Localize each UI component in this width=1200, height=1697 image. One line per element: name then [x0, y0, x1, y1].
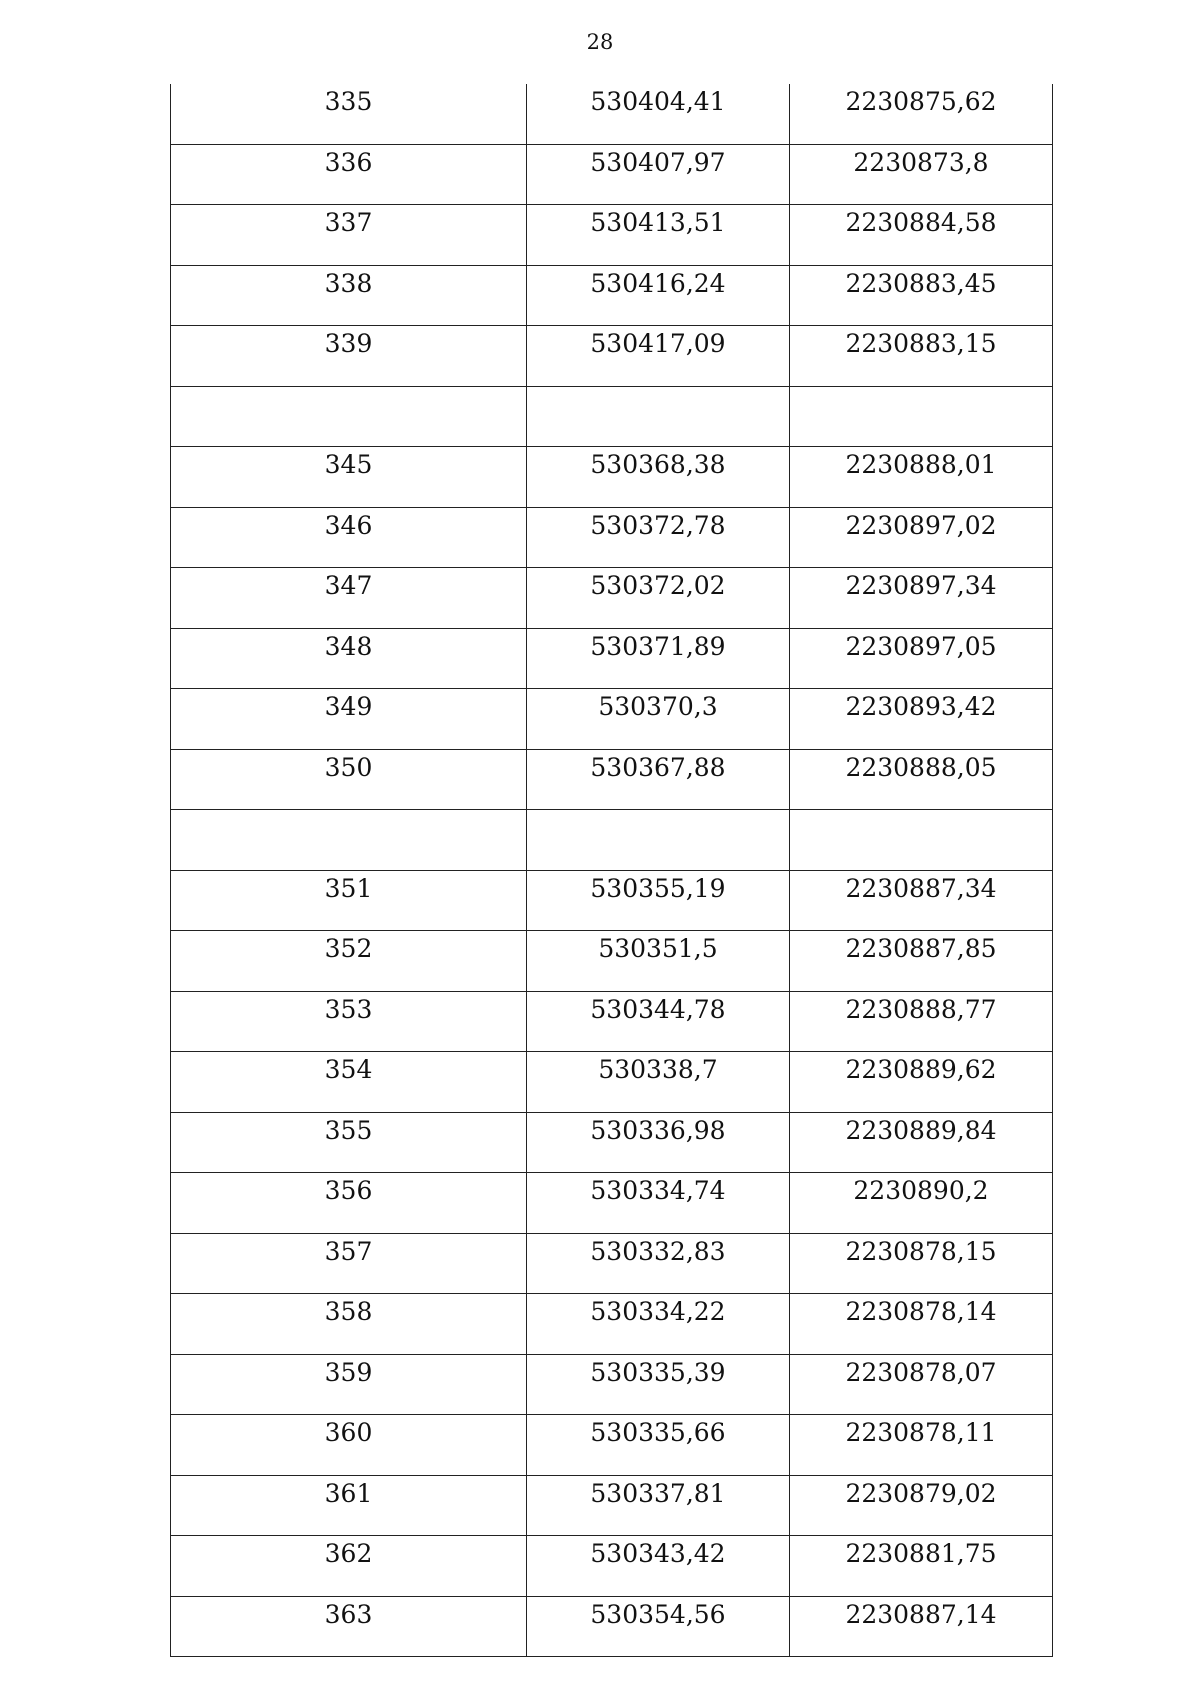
table-row [171, 265, 1053, 326]
y-coordinate-cell: 2230887,85 [790, 931, 1053, 992]
x-coordinate-cell: 530416,24 [527, 265, 790, 326]
x-coordinate-cell: 530368,38 [527, 447, 790, 508]
point-number-cell: 358 [171, 1294, 527, 1355]
y-coordinate-cell: 2230887,34 [790, 870, 1053, 931]
point-number-cell: 351 [171, 870, 527, 931]
y-coordinate-cell: 2230878,15 [790, 1233, 1053, 1294]
table-row [171, 326, 1053, 387]
table-row [171, 991, 1053, 1052]
y-coordinate-cell: 2230897,02 [790, 507, 1053, 568]
table-row [171, 84, 1053, 144]
point-number-cell: 362 [171, 1536, 527, 1597]
table-row [171, 1233, 1053, 1294]
y-coordinate-cell: 2230875,62 [790, 84, 1053, 144]
point-number-cell: 354 [171, 1052, 527, 1113]
point-number-cell: 347 [171, 568, 527, 629]
x-coordinate-cell: 530371,89 [527, 628, 790, 689]
x-coordinate-cell: 530337,81 [527, 1475, 790, 1536]
x-coordinate-cell: 530334,74 [527, 1173, 790, 1234]
x-coordinate-cell: 530372,78 [527, 507, 790, 568]
table-row [171, 1112, 1053, 1173]
x-coordinate-cell: 530335,39 [527, 1354, 790, 1415]
y-coordinate-cell: 2230881,75 [790, 1536, 1053, 1597]
x-coordinate-cell [527, 810, 790, 871]
y-coordinate-cell: 2230878,11 [790, 1415, 1053, 1476]
point-number-cell: 338 [171, 265, 527, 326]
table-row [171, 870, 1053, 931]
page-number: 28 [586, 30, 614, 54]
table-row [171, 568, 1053, 629]
table-row [171, 931, 1053, 992]
table-row [171, 1415, 1053, 1476]
y-coordinate-cell: 2230897,34 [790, 568, 1053, 629]
point-number-cell: 357 [171, 1233, 527, 1294]
x-coordinate-cell: 530407,97 [527, 144, 790, 205]
table-row [171, 810, 1053, 871]
table-row [171, 205, 1053, 266]
y-coordinate-cell [790, 810, 1053, 871]
point-number-cell: 361 [171, 1475, 527, 1536]
y-coordinate-cell: 2230897,05 [790, 628, 1053, 689]
table-row [171, 749, 1053, 810]
table-row [171, 1052, 1053, 1113]
x-coordinate-cell: 530355,19 [527, 870, 790, 931]
x-coordinate-cell: 530367,88 [527, 749, 790, 810]
y-coordinate-cell: 2230890,2 [790, 1173, 1053, 1234]
x-coordinate-cell: 530344,78 [527, 991, 790, 1052]
y-coordinate-cell: 2230888,01 [790, 447, 1053, 508]
point-number-cell: 353 [171, 991, 527, 1052]
point-number-cell: 359 [171, 1354, 527, 1415]
x-coordinate-cell: 530338,7 [527, 1052, 790, 1113]
point-number-cell: 339 [171, 326, 527, 387]
x-coordinate-cell: 530417,09 [527, 326, 790, 387]
point-number-cell: 335 [171, 84, 527, 144]
y-coordinate-cell: 2230889,62 [790, 1052, 1053, 1113]
y-coordinate-cell: 2230887,14 [790, 1596, 1053, 1657]
point-number-cell [171, 386, 527, 447]
coordinates-table-body [171, 84, 1053, 1657]
table-row [171, 1173, 1053, 1234]
x-coordinate-cell [527, 386, 790, 447]
table-row [171, 144, 1053, 205]
point-number-cell: 360 [171, 1415, 527, 1476]
y-coordinate-cell: 2230889,84 [790, 1112, 1053, 1173]
x-coordinate-cell: 530413,51 [527, 205, 790, 266]
y-coordinate-cell: 2230888,05 [790, 749, 1053, 810]
table-row [171, 507, 1053, 568]
table-row [171, 689, 1053, 750]
y-coordinate-cell: 2230884,58 [790, 205, 1053, 266]
x-coordinate-cell: 530351,5 [527, 931, 790, 992]
table-row [171, 447, 1053, 508]
point-number-cell: 346 [171, 507, 527, 568]
point-number-cell: 337 [171, 205, 527, 266]
point-number-cell: 345 [171, 447, 527, 508]
point-number-cell: 349 [171, 689, 527, 750]
y-coordinate-cell [790, 386, 1053, 447]
table-row [171, 1596, 1053, 1657]
x-coordinate-cell: 530404,41 [527, 84, 790, 144]
point-number-cell: 348 [171, 628, 527, 689]
y-coordinate-cell: 2230888,77 [790, 991, 1053, 1052]
point-number-cell [171, 810, 527, 871]
point-number-cell: 352 [171, 931, 527, 992]
coordinates-table [170, 84, 1053, 1657]
table-row [171, 1536, 1053, 1597]
x-coordinate-cell: 530343,42 [527, 1536, 790, 1597]
table-row [171, 1354, 1053, 1415]
table-row [171, 1294, 1053, 1355]
point-number-cell: 355 [171, 1112, 527, 1173]
point-number-cell: 336 [171, 144, 527, 205]
table-row [171, 1475, 1053, 1536]
y-coordinate-cell: 2230879,02 [790, 1475, 1053, 1536]
y-coordinate-cell: 2230883,45 [790, 265, 1053, 326]
y-coordinate-cell: 2230893,42 [790, 689, 1053, 750]
x-coordinate-cell: 530336,98 [527, 1112, 790, 1173]
x-coordinate-cell: 530332,83 [527, 1233, 790, 1294]
table-row [171, 386, 1053, 447]
y-coordinate-cell: 2230883,15 [790, 326, 1053, 387]
point-number-cell: 363 [171, 1596, 527, 1657]
table-row [171, 628, 1053, 689]
x-coordinate-cell: 530370,3 [527, 689, 790, 750]
x-coordinate-cell: 530354,56 [527, 1596, 790, 1657]
y-coordinate-cell: 2230873,8 [790, 144, 1053, 205]
x-coordinate-cell: 530334,22 [527, 1294, 790, 1355]
point-number-cell: 350 [171, 749, 527, 810]
y-coordinate-cell: 2230878,07 [790, 1354, 1053, 1415]
point-number-cell: 356 [171, 1173, 527, 1234]
y-coordinate-cell: 2230878,14 [790, 1294, 1053, 1355]
x-coordinate-cell: 530335,66 [527, 1415, 790, 1476]
x-coordinate-cell: 530372,02 [527, 568, 790, 629]
